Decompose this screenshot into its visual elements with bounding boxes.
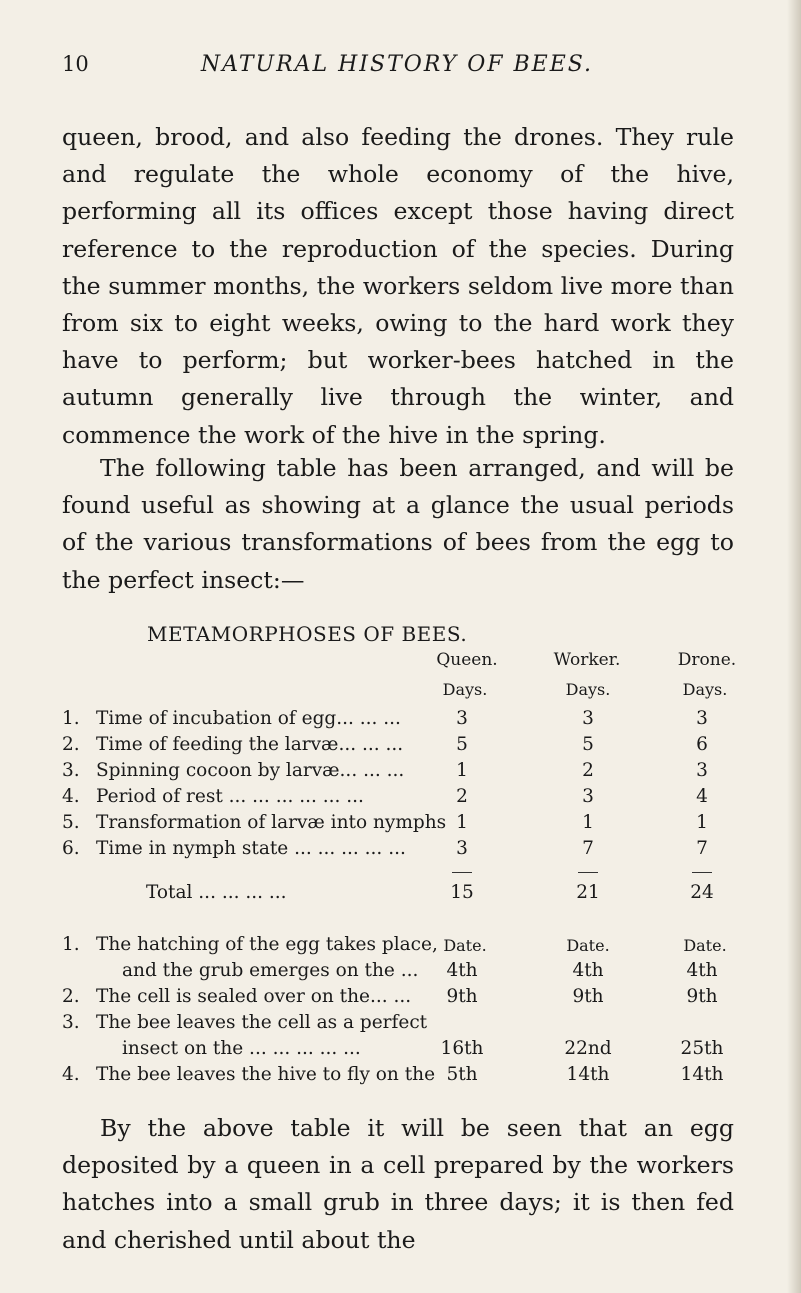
cell-queen: 1 (456, 760, 468, 781)
cell-worker: 3 (582, 708, 594, 729)
cell-worker: 1 (582, 812, 594, 833)
row-label-line1: The bee leaves the cell as a perfect (96, 1012, 428, 1033)
page-number: 10 (62, 52, 89, 76)
cell-drone: 25th (680, 1038, 724, 1059)
running-title: NATURAL HISTORY OF BEES. (200, 52, 594, 77)
cell-drone: 4 (696, 786, 708, 807)
cell-worker: 4th (572, 960, 604, 981)
row-label: Time of incubation of egg... ... ... (96, 708, 401, 729)
cell-drone: 6 (696, 734, 708, 755)
paragraph-3: By the above table it will be seen that an egg deposited by a queen in a cell prepared by the workers hatches into a small grub in three days; it is then fed and cherished until about the (62, 1114, 734, 1254)
cell-worker: 14th (566, 1064, 610, 1085)
row-label: Time of feeding the larvæ... ... ... (96, 734, 404, 755)
row-index: 2. (62, 734, 80, 755)
unit-queen: Days. (442, 680, 488, 699)
cell-queen: 1 (456, 812, 468, 833)
cell-worker: 22nd (564, 1038, 612, 1059)
row-label-line1: The bee leaves the hive to fly on the (96, 1064, 436, 1085)
column-header-worker: Worker. (553, 650, 621, 670)
row-label: Time in nymph state ... ... ... ... ... (96, 838, 406, 859)
row-label: Period of rest ... ... ... ... ... ... (96, 786, 364, 807)
total-rule-queen (452, 872, 472, 873)
cell-worker: 9th (572, 986, 604, 1007)
cell-drone: 7 (696, 838, 708, 859)
row-label: Spinning cocoon by larvæ... ... ... (96, 760, 405, 781)
cell-drone: 1 (696, 812, 708, 833)
cell-queen: 16th (440, 1038, 484, 1059)
page-edge-shadow (787, 0, 801, 1293)
row-label-line1: The hatching of the egg takes place, (96, 934, 438, 955)
total-rule-drone (692, 872, 712, 873)
page-header (62, 52, 732, 86)
cell-queen: 2 (456, 786, 468, 807)
cell-worker: 3 (582, 786, 594, 807)
date-unit-worker: Date. (566, 936, 610, 955)
row-index: 1. (62, 934, 80, 955)
cell-drone: 3 (696, 708, 708, 729)
date-unit-drone: Date. (683, 936, 727, 955)
cell-drone: 9th (686, 986, 718, 1007)
row-index: 6. (62, 838, 80, 859)
date-unit-queen: Date. (443, 936, 487, 955)
cell-queen: 4th (446, 960, 478, 981)
column-header-queen: Queen. (436, 650, 498, 670)
row-index: 3. (62, 1012, 80, 1033)
row-label-line2: and the grub emerges on the ... (122, 960, 419, 981)
cell-drone: 14th (680, 1064, 724, 1085)
unit-drone: Days. (682, 680, 728, 699)
row-index: 2. (62, 986, 80, 1007)
cell-queen: 5th (446, 1064, 478, 1085)
cell-worker: 2 (582, 760, 594, 781)
row-label-line1: The cell is sealed over on the... ... (96, 986, 412, 1007)
total-queen: 15 (450, 882, 474, 903)
paragraph-2: The following table has been arranged, and will be found useful as showing at a glance the usual periods of the various transformations of bees from the egg to the perfect insect:— (62, 454, 734, 594)
cell-worker: 5 (582, 734, 594, 755)
column-header-drone: Drone. (677, 650, 737, 670)
row-index: 4. (62, 1064, 80, 1085)
cell-queen: 3 (456, 708, 468, 729)
total-rule-worker (578, 872, 598, 873)
cell-worker: 7 (582, 838, 594, 859)
row-index: 3. (62, 760, 80, 781)
paragraph-1: queen, brood, and also feeding the drones. They rule and regulate the whole economy of the hive, performing all its offices except those having direct reference to the reproduction of the species. During the summer months, the workers seldom live more than from six to eight weeks, owing to the hard work they have to perform; but worker-bees hatched in the autumn generally live through the winter, and commence the work of the hive in the spring. (62, 123, 734, 449)
cell-queen: 3 (456, 838, 468, 859)
total-label: Total ... ... ... ... (146, 882, 287, 903)
row-index: 5. (62, 812, 80, 833)
cell-queen: 5 (456, 734, 468, 755)
cell-drone: 3 (696, 760, 708, 781)
total-worker: 21 (576, 882, 600, 903)
row-label-line2: insect on the ... ... ... ... ... (122, 1038, 361, 1059)
unit-worker: Days. (565, 680, 611, 699)
cell-drone: 4th (686, 960, 718, 981)
total-drone: 24 (690, 882, 714, 903)
row-label: Transformation of larvæ into nymphs (96, 812, 447, 833)
row-index: 4. (62, 786, 80, 807)
cell-queen: 9th (446, 986, 478, 1007)
table-title: METAMORPHOSES OF BEES. (147, 622, 468, 646)
row-index: 1. (62, 708, 80, 729)
